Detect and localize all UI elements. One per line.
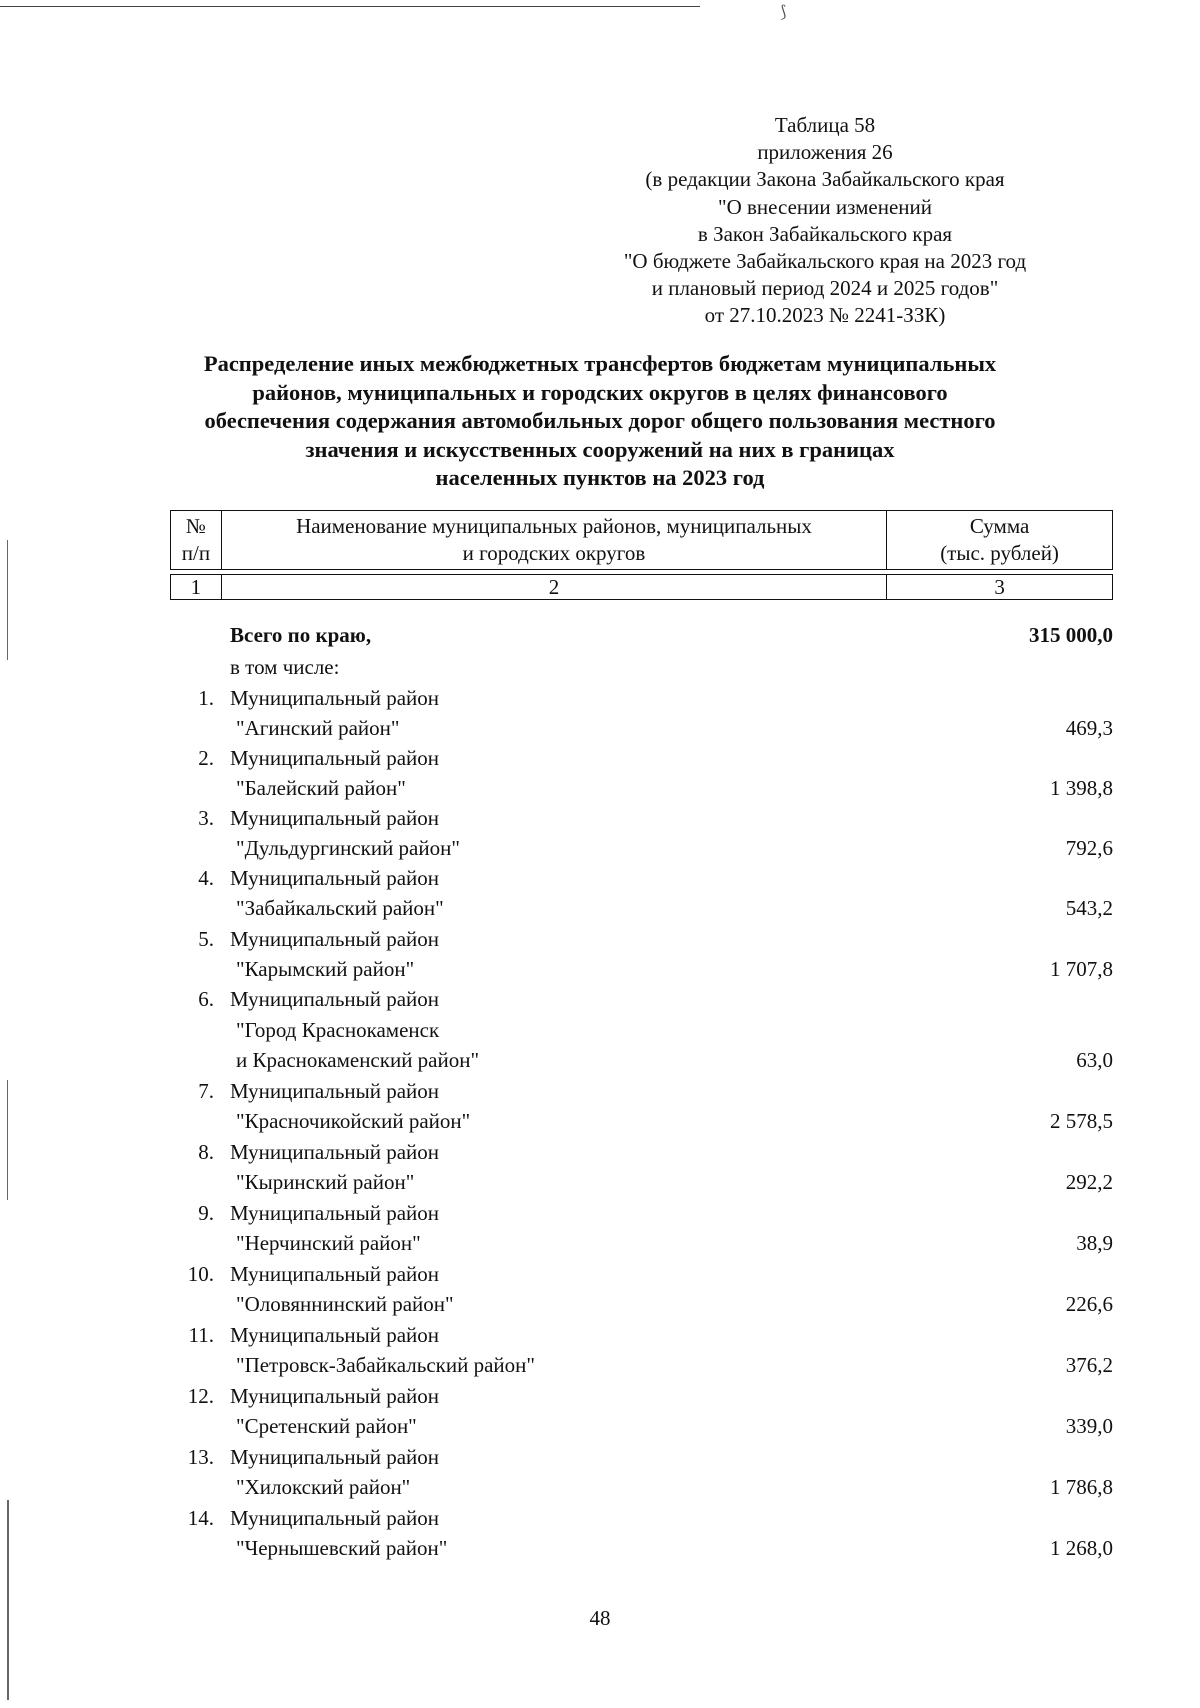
header-line: "О бюджете Забайкальского края на 2023 год [623, 249, 1027, 274]
row-name-line: Муниципальный район [230, 987, 440, 1011]
table-header [170, 510, 1113, 600]
row-number: 12. [187, 1384, 214, 1408]
row-name-line: "Забайкальский район" [236, 896, 444, 920]
row-name-line: и Краснокаменский район" [236, 1048, 480, 1072]
document-title [150, 350, 1050, 493]
table-header-row [171, 511, 1113, 570]
row-amount: 1 398,8 [1050, 776, 1113, 800]
row-name-line: "Сретенский район" [236, 1414, 417, 1438]
row-amount: 543,2 [1065, 896, 1113, 920]
row-name-line: Муниципальный район [230, 1079, 440, 1103]
column-header-amount [887, 511, 1113, 570]
table-row-cont [0, 1167, 1200, 1197]
column-header-num [171, 511, 222, 570]
row-name-line: "Город Краснокаменск [236, 1018, 440, 1042]
row-number: 14. [187, 1506, 214, 1530]
document-header [560, 112, 1090, 330]
table-row-cont [0, 713, 1200, 743]
row-number: 4. [198, 866, 214, 890]
column-header-text: № [185, 514, 206, 538]
row-name-line: "Карымский район" [236, 957, 415, 981]
column-number: 1 [171, 575, 222, 600]
table-row [0, 984, 1200, 1014]
row-number: 11. [188, 1323, 214, 1347]
row-name-line: Муниципальный район [230, 1262, 440, 1286]
table-row [0, 1320, 1200, 1350]
table-row [0, 1076, 1200, 1106]
row-name-line: Муниципальный район [230, 1201, 440, 1225]
row-name-line: "Петровск-Забайкальский район" [236, 1353, 535, 1377]
scan-mark: ⟆ [780, 4, 787, 21]
table-row [0, 1259, 1200, 1289]
table-row [0, 683, 1200, 713]
row-number: 7. [198, 1079, 214, 1103]
column-header-text: п/п [181, 541, 211, 565]
title-line: обеспечения содержания автомобильных дорог общего пользования местного [204, 408, 996, 433]
table-row-cont [0, 1289, 1200, 1319]
column-number: 2 [221, 575, 886, 600]
row-name-line: Муниципальный район [230, 806, 440, 830]
header-line: от 27.10.2023 № 2241-ЗЗК) [704, 303, 946, 328]
row-name-line: Муниципальный район [230, 866, 440, 890]
row-name-line: Муниципальный район [230, 686, 440, 710]
row-amount: 2 578,5 [1050, 1109, 1113, 1133]
row-name-line: Муниципальный район [230, 1445, 440, 1469]
header-line: "О внесении изменений [718, 194, 932, 219]
row-amount: 1 268,0 [1050, 1536, 1113, 1560]
row-number: 1. [198, 686, 214, 710]
row-name-line: "Нерчинский район" [236, 1231, 421, 1255]
row-amount: 469,3 [1065, 716, 1113, 740]
title-line: Распределение иных межбюджетных трансфертов бюджетам муниципальных [203, 351, 997, 376]
row-amount: 792,6 [1065, 836, 1113, 860]
row-amount: 1 786,8 [1050, 1475, 1113, 1499]
table-row [0, 1198, 1200, 1228]
header-line: (в редакции Закона Забайкальского края [645, 167, 1005, 192]
column-number: 3 [887, 575, 1113, 600]
row-name-line: "Чернышевский район" [236, 1536, 448, 1560]
table-row-cont [0, 1472, 1200, 1502]
subtotal-row [0, 652, 1200, 682]
table-row-cont [0, 1015, 1200, 1045]
column-header-name [221, 511, 886, 570]
table-row [0, 743, 1200, 773]
row-number: 9. [198, 1201, 214, 1225]
row-name-line: "Кыринский район" [236, 1170, 415, 1194]
row-number: 10. [187, 1262, 214, 1286]
table-row-cont [0, 1411, 1200, 1441]
table-row [0, 1503, 1200, 1533]
table-row-cont [0, 833, 1200, 863]
row-number: 13. [187, 1445, 214, 1469]
row-amount: 292,2 [1065, 1170, 1113, 1194]
row-name-line: Муниципальный район [230, 1140, 440, 1164]
title-line: значения и искусственных сооружений на них в границах [305, 436, 895, 462]
table-row-cont [0, 1350, 1200, 1380]
table-row-cont [0, 1533, 1200, 1563]
row-number: 2. [198, 746, 214, 770]
total-label: Всего по краю, [230, 623, 372, 647]
row-name-line: Муниципальный район [230, 927, 440, 951]
row-number: 5. [198, 927, 214, 951]
column-header-text: Сумма [969, 514, 1030, 538]
table-row-cont [0, 954, 1200, 984]
header-line: Таблица 58 [774, 113, 876, 137]
table-row-cont [0, 773, 1200, 803]
row-name-line: "Агинский район" [236, 716, 400, 740]
row-amount: 63,0 [1076, 1048, 1113, 1072]
page-number: 48 [589, 1606, 611, 1630]
row-name-line: "Балейский район" [236, 776, 406, 800]
column-header-text: и городских округов [462, 541, 646, 565]
table-row-cont [0, 1045, 1200, 1075]
row-name-line: "Красночикойский район" [236, 1109, 471, 1133]
row-name-line: "Оловяннинский район" [236, 1292, 454, 1316]
column-header-text: Наименование муниципальных районов, муниципальных [296, 514, 812, 538]
header-line: и плановый период 2024 и 2025 годов" [651, 276, 999, 301]
table-row-cont [0, 1228, 1200, 1258]
table-row-cont [0, 893, 1200, 923]
column-header-text: (тыс. рублей) [940, 541, 1059, 565]
table-row [0, 924, 1200, 954]
row-name-line: Муниципальный район [230, 1384, 440, 1408]
total-amount: 315 000,0 [1029, 623, 1113, 647]
table-row [0, 1381, 1200, 1411]
column-number-row [171, 575, 1113, 600]
total-row [0, 620, 1200, 650]
row-name-line: Муниципальный район [230, 1506, 440, 1530]
row-amount: 376,2 [1065, 1353, 1113, 1377]
row-amount: 226,6 [1065, 1292, 1113, 1316]
row-name-line: Муниципальный район [230, 1323, 440, 1347]
row-name-line: "Хилокский район" [236, 1475, 411, 1499]
row-amount: 339,0 [1065, 1414, 1113, 1438]
table-row [0, 1442, 1200, 1472]
subtotal-label: в том числе: [230, 655, 340, 679]
title-line: районов, муниципальных и городских округов в целях финансового [252, 379, 948, 405]
table-row [0, 1137, 1200, 1167]
row-name-line: "Дульдургинский район" [236, 836, 460, 860]
table-row-cont [0, 1106, 1200, 1136]
row-amount: 38,9 [1076, 1231, 1113, 1255]
header-line: в Закон Забайкальского края [697, 221, 953, 246]
row-number: 6. [198, 987, 214, 1011]
scan-top-rule [0, 6, 700, 7]
table-row [0, 803, 1200, 833]
header-line: приложения 26 [757, 140, 893, 165]
row-number: 8. [198, 1140, 214, 1164]
row-name-line: Муниципальный район [230, 746, 440, 770]
table-row [0, 863, 1200, 893]
title-line: населенных пунктов на 2023 год [435, 465, 765, 490]
row-amount: 1 707,8 [1050, 957, 1113, 981]
row-number: 3. [198, 806, 214, 830]
